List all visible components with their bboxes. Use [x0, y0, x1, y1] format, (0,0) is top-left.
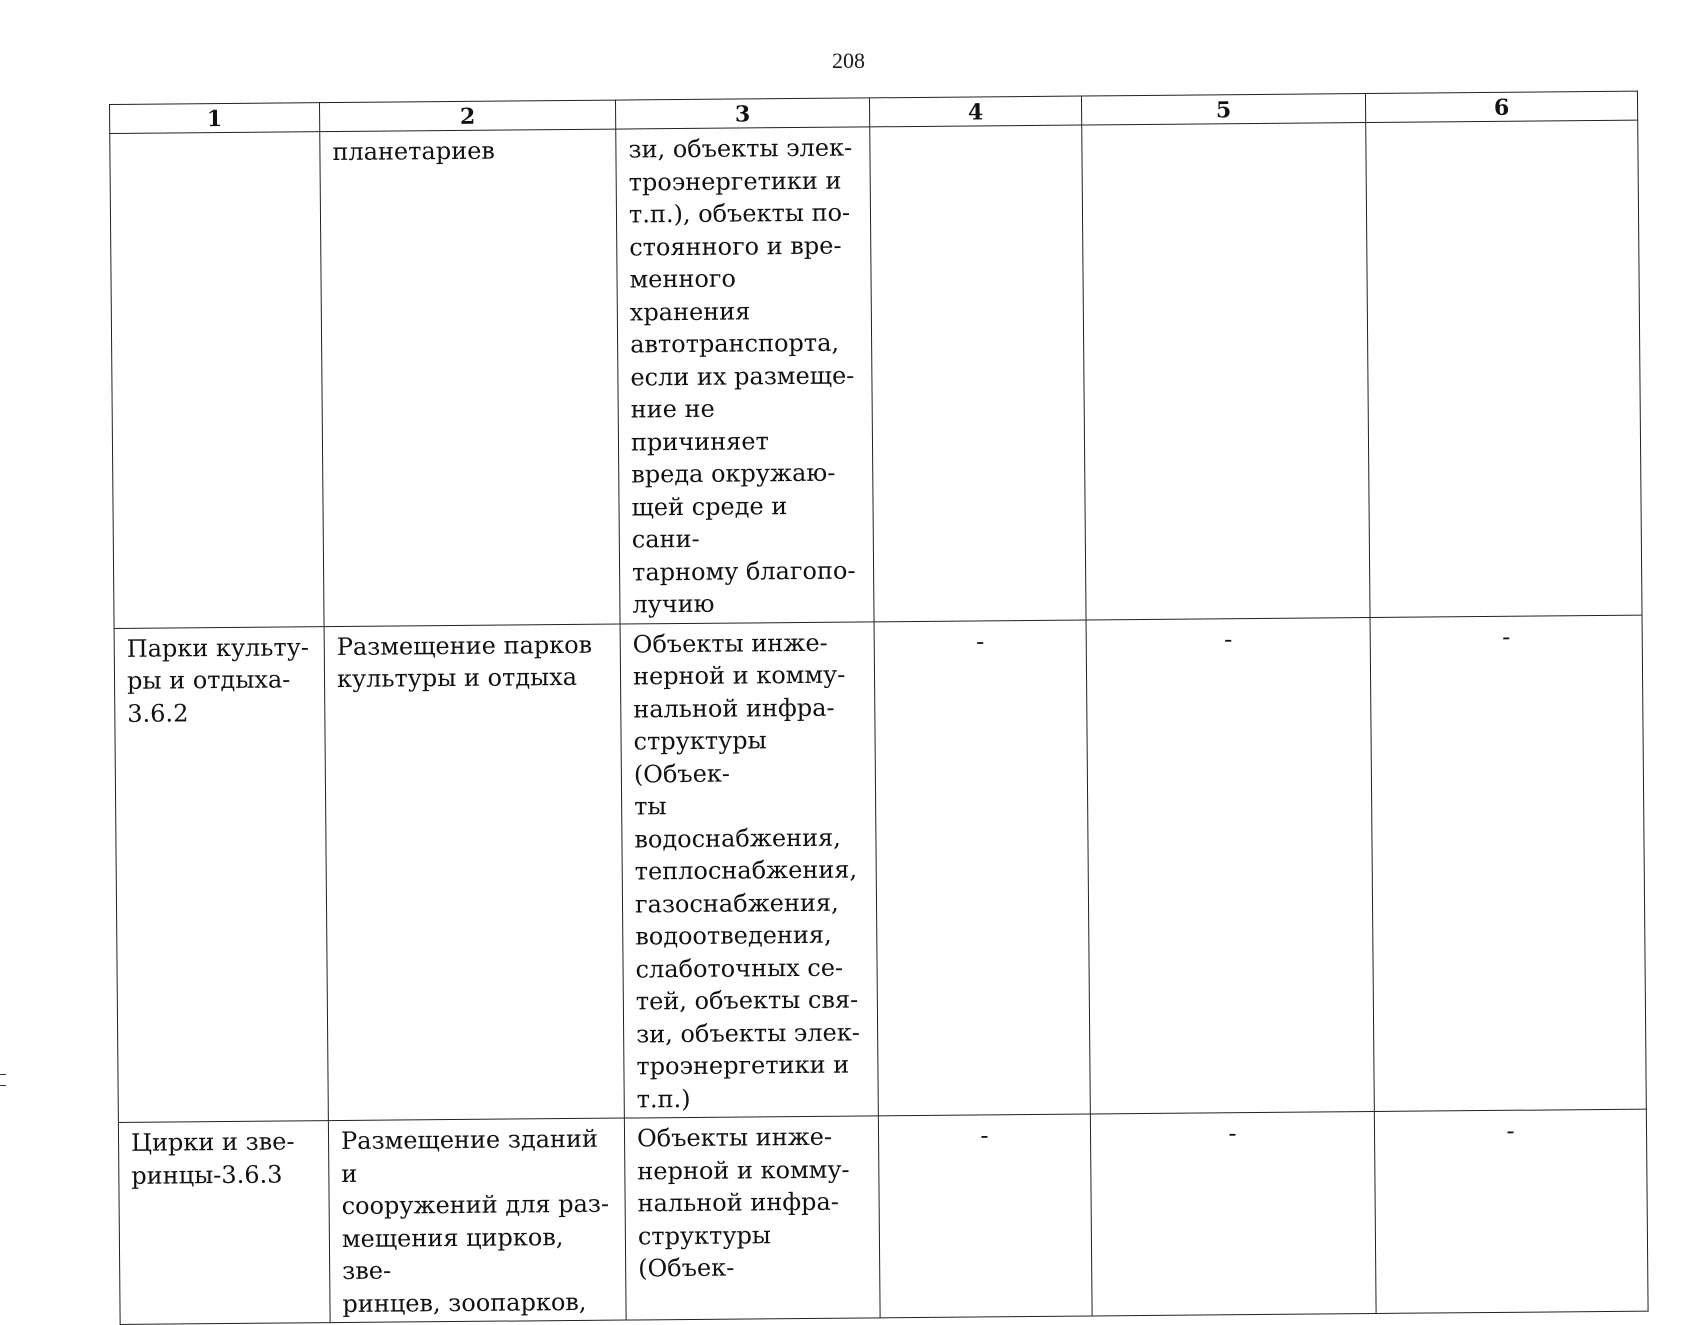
table-cell-auxiliary-uses: Объекты инже- нерной и комму- нальной инфра- структуры (Объек-: [624, 1116, 880, 1320]
table-cell-use-type: Цирки и зве- ринцы-3.6.3: [118, 1121, 330, 1325]
table-cell-col6: -: [1374, 1109, 1648, 1313]
table-cell-col5: -: [1086, 617, 1374, 1114]
table-cell-use-type: [110, 132, 324, 628]
table-cell-description: Размещение парков культуры и отдыха: [324, 624, 624, 1121]
table-cell-description: Размещение зданий и сооружений для раз- мещения цирков, зве- ринцев, зоопарков,: [328, 1118, 626, 1323]
column-header-6: 6: [1365, 91, 1637, 122]
table-cell-col4: [870, 125, 1086, 621]
column-header-5: 5: [1081, 94, 1365, 125]
table-row: [110, 120, 1642, 628]
table-cell-auxiliary-uses: зи, объекты элек- троэнергетики и т.п.), объекты по- стоянного и вре- менного хранения автотранспорта, если их размеще- ние не причиняет вреда окружаю- щей среде и сани- тарному благопо- лучию: [616, 127, 874, 624]
table-cell-col6: -: [1370, 615, 1646, 1112]
table-row: [114, 615, 1646, 1123]
margin-mark: [0, 1074, 6, 1086]
column-header-1: 1: [110, 103, 320, 134]
table-cell-use-type: Парки культу- ры и отдыха- 3.6.2: [114, 626, 328, 1122]
table-row: [118, 1109, 1648, 1324]
table-cell-col5: -: [1090, 1111, 1376, 1315]
table-cell-auxiliary-uses: Объекты инже- нерной и комму- нальной инфра- структуры (Объек- ты водоснабжения, теплоснабжения, газоснабжения, водоотведения, слаботочных се- тей, объекты свя- зи, объекты элек- троэнергетики и т.п.): [620, 621, 878, 1118]
column-header-2: 2: [319, 100, 615, 132]
land-use-table: [109, 91, 1649, 1325]
table-cell-col4: -: [874, 619, 1090, 1115]
table-cell-description: планетариев: [320, 129, 620, 626]
column-header-3: 3: [615, 98, 869, 129]
column-header-4: 4: [869, 96, 1081, 127]
page-number: 208: [832, 48, 865, 73]
table-cell-col6: [1366, 120, 1642, 617]
table-cell-col5: [1082, 123, 1370, 620]
table-cell-col4: -: [878, 1114, 1092, 1318]
